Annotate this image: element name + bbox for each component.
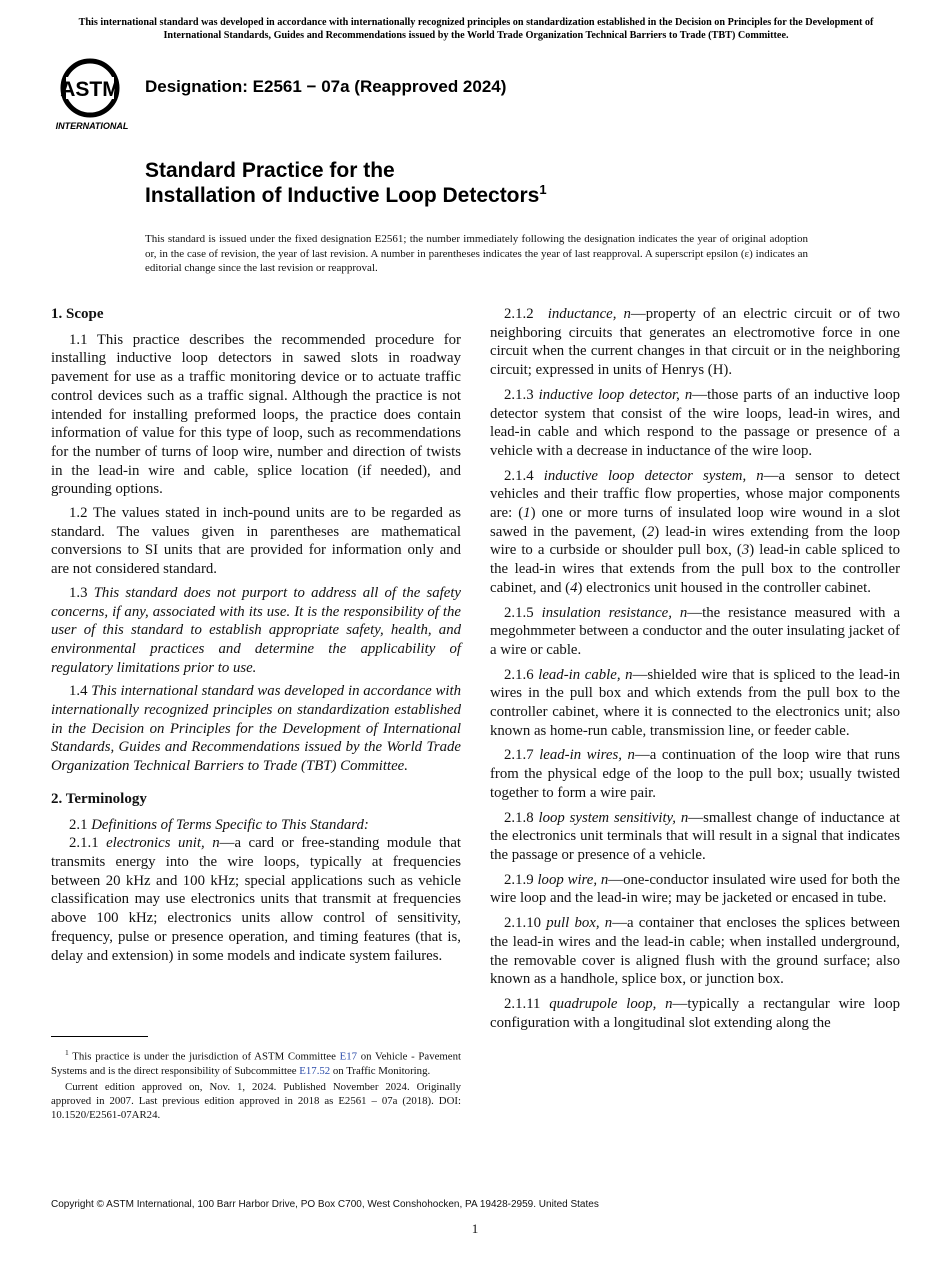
def-term: lead-in cable, n	[538, 666, 633, 683]
footnote-divider	[51, 1036, 148, 1037]
def-term: electronics unit, n	[106, 835, 220, 852]
para-1-1: 1.1 This practice describes the recommended procedure for installing inductive loop detectors in sawed slots in roadway pavement for use as a traffic monitoring device or to actuate traffic control devices such as a traffic signal. Although the practice is not intended for installing preformed loops, the practice does contain information of value for this type of loop, such as recommendations for the number of turns of loop wire, number and direction of twists in the lead-in wire and cable, splice location (if needed), and grounding options.	[51, 331, 461, 498]
footnote-edition: Current edition approved on, Nov. 1, 2024. Published November 2024. Originally approved in 2007. Last previous edition approved in 2018 as E2561 – 07a (2018). DOI: 10.1520/E2561-07AR24.	[51, 1081, 461, 1122]
def-num: 2.1.5	[504, 604, 534, 621]
title-footnote-mark[interactable]: 1	[539, 182, 547, 197]
committee-link[interactable]: E17	[339, 1050, 357, 1063]
definition-2-1-5	[490, 604, 900, 660]
def-term: inductive loop detector, n	[538, 386, 693, 403]
def-text: —shielded wire that is spliced to the lead-in wires in the pull box and which extends from the pull box to the controller cabinet, where it is connected to the electronics unit; also known as home-run cable, transmission line, or feeder cable.	[490, 666, 901, 739]
para-1-4	[51, 682, 461, 776]
item-number: 4	[570, 579, 578, 596]
def-num: 2.1.10	[504, 915, 541, 932]
def-num: 2.1.11	[504, 995, 541, 1012]
definition-2-1-7	[490, 746, 900, 802]
definition-2-1-11	[490, 995, 900, 1032]
footnote-mark: 1	[65, 1048, 69, 1057]
para-2-1-num: 2.1	[69, 816, 88, 833]
def-term: quadrupole loop, n	[549, 995, 673, 1012]
footnote-text-a: This practice is under the jurisdiction of ASTM Committee	[72, 1050, 340, 1063]
def-text: —a sensor to detect vehicles and their traffic flow properties, whose major components are: (	[490, 467, 900, 522]
para-2-1	[51, 816, 461, 835]
para-2-1-text: Definitions of Terms Specific to This Standard:	[91, 816, 369, 833]
item-number: 1	[523, 505, 531, 522]
subcommittee-link[interactable]: E17.52	[299, 1064, 331, 1077]
footnote	[51, 1046, 461, 1125]
designation: Designation: E2561 − 07a (Reapproved 2024)	[145, 77, 507, 96]
definition-2-1-2	[490, 305, 900, 380]
def-text: —property of an electric circuit or of two neighboring circuits that generates an electromotive force in one circuit when the current changes in that circuit or in the neighboring circuit; expressed in units of Henrys (H).	[490, 306, 900, 379]
def-num: 2.1.9	[504, 871, 534, 888]
scope-heading: 1. Scope	[51, 306, 104, 322]
para-1-3-num: 1.3	[69, 584, 88, 601]
def-text: —those parts of an inductive loop detector system that consist of the wire loops, lead-in wires, and lead-in cable and which respond to the passage or presence of a vehicle with a decrease in inductance of the wire loop.	[490, 386, 901, 459]
terminology-heading: 2. Terminology	[51, 790, 147, 807]
copyright-line: Copyright © ASTM International, 100 Barr Harbor Drive, PO Box C700, West Conshohocken, PA 19428-2959. United States	[51, 1199, 599, 1210]
definition-2-1-6	[490, 666, 900, 741]
def-term: pull box, n	[546, 915, 613, 932]
para-1-4-text: This international standard was developed in accordance with internationally recognized principles on standardization established in the Decision on Principles for the Development of International Standards, Guides and Recommendations issued by the World Trade Organization Technical Barriers to Trade (TBT) Committee.	[51, 683, 461, 775]
page-number: 1	[471, 1221, 479, 1236]
right-column	[490, 305, 900, 1038]
astm-logo-icon	[52, 58, 136, 132]
def-num: 2.1.3	[504, 386, 534, 403]
item-number: 3	[741, 542, 750, 559]
footnote-1	[51, 1046, 461, 1078]
def-text: ) lead-in cable spliced to the lead-in wires that extends from the pull box to the controller cabinet, and (	[490, 542, 900, 596]
def-text: —a container that encloses the splices between the lead-in wires and the lead-in cable; when installed underground, the removable cover is aligned flush with the ground surface; also known as a handhole, splice box, or junction box.	[490, 915, 900, 988]
footnote-text-b: on Vehicle - Pavement Systems and is the direct responsibility of Subcommittee	[51, 1050, 461, 1077]
para-1-3	[51, 584, 461, 678]
para-1-4-num: 1.4	[69, 683, 88, 700]
logo-wordmark: ASTM	[60, 78, 120, 101]
def-text: —one-conductor insulated wire used for both the wire loop and the lead-in wire; may be jacketed or encased in tube.	[490, 871, 900, 907]
def-term: loop system sensitivity, n	[538, 809, 689, 826]
definition-2-1-9	[490, 871, 900, 908]
def-num: 2.1.8	[504, 809, 534, 826]
def-text: ) electronics unit housed in the controller cabinet.	[577, 579, 871, 596]
title-line-1: Standard Practice for the	[145, 159, 395, 182]
title-main: Installation of Inductive Loop Detectors	[145, 184, 540, 207]
def-text: —a card or free-standing module that transmits energy into the wire loops, typically at frequencies between 20 kHz and 100 kHz; special applications such as vehicle classification may use electronics units that transmit at frequencies above 100 kHz; electronics units allow control of sensitivity, frequency, pulse or presence operation, and timing features (that is, delay and extension) in some models and indicate system failures.	[51, 835, 462, 964]
footnote-text-c: on Traffic Monitoring.	[330, 1064, 431, 1077]
logo-subtitle: INTERNATIONAL	[55, 121, 129, 131]
def-term: insulation resistance, n	[541, 604, 688, 621]
left-column	[51, 305, 461, 970]
definition-2-1-1	[51, 834, 461, 965]
def-num: 2.1.6	[504, 666, 534, 683]
def-num: 2.1.4	[504, 467, 534, 484]
definition-2-1-8	[490, 809, 900, 865]
def-text: —the resistance measured with a megohmmeter between a conductor and the outer insulating jacket of a wire or cable.	[490, 604, 901, 658]
def-term: lead-in wires, n	[539, 747, 635, 764]
def-text: —smallest change of inductance at the electronics unit terminals that will result in a signal that indicates the passage or presence of a vehicle.	[490, 809, 901, 863]
astm-logo	[52, 58, 136, 132]
tbt-notice: This international standard was developed in accordance with internationally recognized principles on standardization established in the Decision on Principles for the Development of International Standards, Guides and Recommendations issued by the World Trade Organization Technical Barriers to Trade (TBT) Committee.	[78, 17, 874, 41]
para-1-2: 1.2 The values stated in inch-pound units are to be regarded as standard. The values given in parentheses are mathematical conversions to SI units that are provided for information only and are not considered standard.	[51, 505, 461, 578]
definition-2-1-4	[490, 467, 900, 598]
def-num: 2.1.2	[504, 306, 534, 322]
def-term: loop wire, n	[537, 871, 609, 888]
definition-2-1-10	[490, 914, 900, 989]
def-text: —typically a rectangular wire loop configuration with a longitudinal slot extending along the	[490, 995, 901, 1031]
def-num: 2.1.7	[504, 747, 534, 764]
def-num: 2.1.1	[69, 835, 99, 852]
item-number: 2	[646, 523, 655, 540]
definition-2-1-3	[490, 386, 900, 461]
title-block	[145, 158, 845, 208]
def-text: ) one or more turns of insulated loop wire wound in a slot sawed in the pavement, (	[490, 505, 900, 540]
def-text: ) lead-in wires extending from the loop wire to a curbside or shoulder pull box, (	[490, 523, 900, 559]
para-1-3-text: This standard does not purport to address all of the safety concerns, if any, associated with its use. It is the responsibility of the user of this standard to establish appropriate safety, health, and environmental practices and determine the applicability of regulatory limitations prior to use.	[51, 584, 461, 676]
issue-note: This standard is issued under the fixed designation E2561; the number immediately following the designation indicates the year of original adoption or, in the case of revision, the year of last revision. A number in parentheses indicates the year of last reapproval. A superscript epsilon (ε) indicates an editorial change since the last revision or reapproval.	[145, 233, 808, 275]
def-term: inductance, n	[547, 306, 631, 322]
title-line-2	[145, 183, 845, 208]
def-term: inductive loop detector system, n	[543, 467, 764, 484]
def-text: —a continuation of the loop wire that runs from the physical edge of the loop to the pull box; usually twisted together to form a wire pair.	[490, 747, 900, 801]
